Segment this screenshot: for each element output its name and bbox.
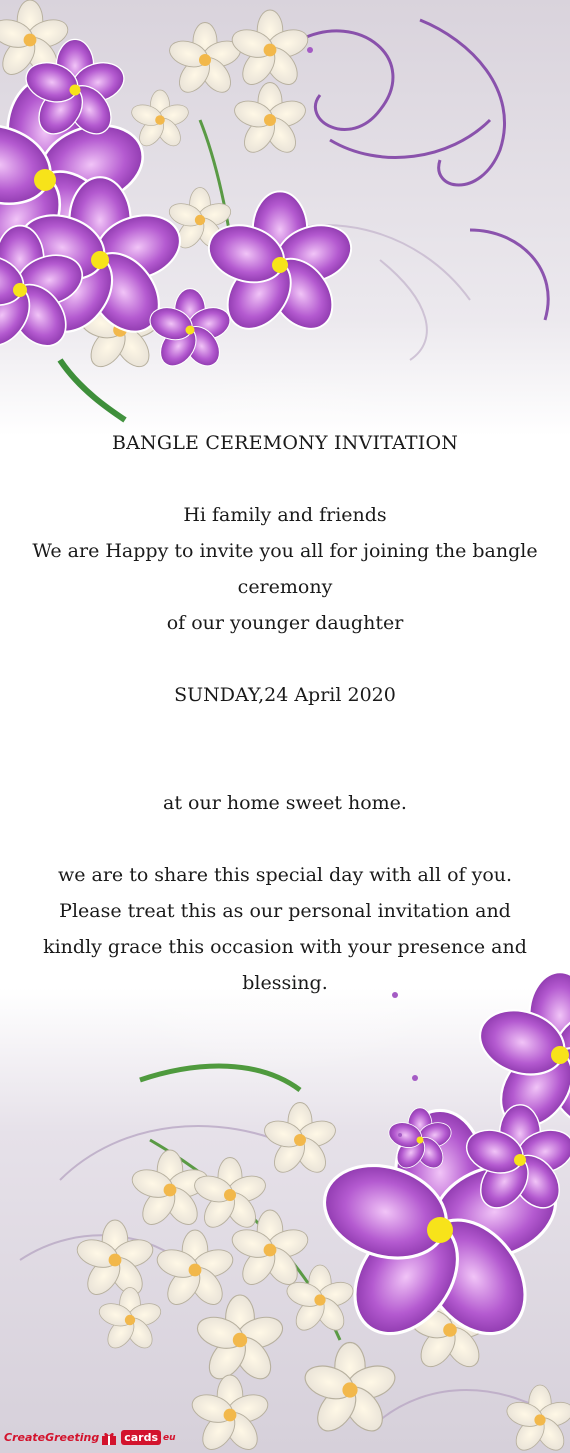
invite-line-3: of our younger daughter: [166, 612, 404, 634]
spacer: [0, 461, 570, 497]
closing-line-4: blessing.: [242, 972, 328, 994]
brand-cards: cards: [121, 1430, 161, 1445]
invite-line-1: We are Happy to invite you all for joining the bangle: [32, 540, 538, 562]
brand-logo[interactable]: [4, 1430, 176, 1445]
spacer: [0, 713, 570, 785]
gift-icon: [101, 1431, 117, 1445]
event-date: SUNDAY,24 April 2020: [174, 684, 396, 706]
event-location: at our home sweet home.: [163, 792, 407, 814]
invitation-text: [0, 425, 570, 1001]
greeting: Hi family and friends: [183, 504, 387, 526]
spacer: [0, 641, 570, 677]
closing-line-3: kindly grace this occasion with your presence and: [43, 936, 527, 958]
brand-tld: eu: [163, 1432, 176, 1443]
closing-line-1: we are to share this special day with all of you.: [57, 864, 513, 886]
spacer: [0, 821, 570, 857]
invitation-title: BANGLE CEREMONY INVITATION: [111, 432, 459, 454]
invite-line-2: ceremony: [237, 576, 333, 598]
closing-line-2: Please treat this as our personal invitation and: [59, 900, 511, 922]
brand-name: CreateGreeting: [4, 1431, 100, 1444]
